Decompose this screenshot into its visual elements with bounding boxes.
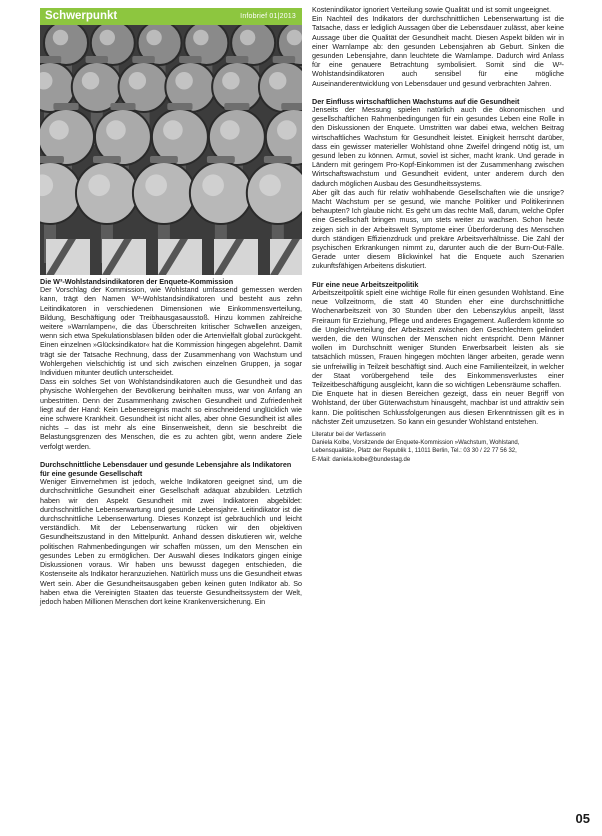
lamp-cap xyxy=(53,103,78,110)
warning-lamp-icon xyxy=(76,162,138,224)
warning-lamps-photo xyxy=(40,25,302,275)
reference-line: E-Mail: daniela.kolbe@bundestag.de xyxy=(312,456,411,463)
lamp-reflection xyxy=(287,30,302,45)
lamp-cap xyxy=(40,156,64,163)
heading-w3-indicators: Die W³-Wohlstandsindikatoren der Enquete-Kommission xyxy=(40,277,234,286)
lamp-reflection xyxy=(53,30,68,45)
lamp-cap xyxy=(150,156,178,163)
page-number: 05 xyxy=(575,811,590,826)
paragraph: Kostenindikator ignoriert Verteilung sowie Qualität und ist somit ungeeignet. xyxy=(312,6,551,14)
lamp-reflection xyxy=(222,72,240,90)
author-references xyxy=(312,431,564,464)
lamp-cap xyxy=(207,156,235,163)
lamp-cap xyxy=(281,103,302,110)
paragraph: Der Vorschlag der Kommission, wie Wohlstand umfassend gemessen werden kann, trägt den Namen W³-Wohlstandsindikatoren und besteht aus zehn Leitindikatoren in verschiedenen Dimensionen wie Einkommensverteilung, Bildung, Beschäftigung oder Treibhausgasausstoß. Hinzu kommen zahlreiche weitere »Warnlampen«, die das Überschreiten kritischer Schwellen anzeigen, wenn sich etwa Spekulationsblasen bilden oder die Artenvielfalt global zurückgeht. Einen einzelnen »Glücksindikator« hat die Kommission hingegen abgelehnt. Damit trägt sie der Tatsache Rechnung, dass der Zusammenhang von Wachstum und Wohlergehen vielschichtig ist und sich zwischen einzelnen Gruppen, ja sogar Individuen mitunter deutlich unterscheidet. xyxy=(40,286,302,378)
reference-line: Lebensqualität«, Platz der Republik 1, 11011 Berlin, Tel.: 03 30 / 22 77 56 32, xyxy=(312,448,517,455)
left-column xyxy=(40,277,302,607)
lamp-cap xyxy=(179,56,202,63)
lamp-reflection xyxy=(145,174,167,196)
heading-life-expectancy: Durchschnittliche Lebensdauer und gesunde Lebensjahre als Indikatoren für eine gesunde Gesellschaft xyxy=(40,459,292,479)
lamp-reflection xyxy=(220,120,240,140)
lamp-cap xyxy=(264,156,292,163)
lamp-reflection xyxy=(82,72,100,90)
issue-label: Infobrief 01|2013 xyxy=(240,13,296,20)
lamp-reflection xyxy=(163,120,183,140)
reference-line: Daniela Kolbe, Vorsitzende der Enquete-Kommission »Wachstum, Wohlstand, xyxy=(312,440,520,447)
warning-lamps-image xyxy=(40,25,302,275)
heading-economic-growth: Der Einfluss wirtschaftlichen Wachstums auf die Gesundheit xyxy=(312,96,520,106)
section-banner xyxy=(40,8,302,25)
paragraph: Aber gilt das auch für relativ wohlhabende Gesellschaften wie die unsrige? Macht Wachstum per se gesund, wie manche Politiker und Politikerinnen behaupten? Ich glaube nicht. Es geht um das rechte Maß, darum, welche Opfer eine Gesellschaft bringen muss, um stets weiter zu wachsen. Schon heute zeigen sich in der Arbeitswelt Symptome einer Überforderung des Menschen durch ständigen Effizienzdruck und prekäre Arbeitsverhältnisse. Die Zahl der psychischen Erkrankungen nimmt zu, darunter auch die der Burn-Out-Fälle. Gerade unter diesem Blickwinkel hat die Enquete auch Szenarien zukunftsfähigen Arbeitens diskutiert. xyxy=(312,188,564,271)
paragraph: Weniger Einvernehmen ist jedoch, welche Indikatoren geeignet sind, um die durchschnittliche Gesundheit einer Gesellschaft adäquat abzubilden. Letztlich haben wir den Aspekt Gesundheit mit zwei Indikatoren abgebildet: durchschnittliche Lebenserwartung und gesunde Lebensjahre. Leitindikator ist die durchschnittliche Lebenserwartung. Dieses Konzept ist gebräuchlich und leicht verständlich. Mit der Lebenserwartung rücken wir den objektiven Gesundheitszustand in den Mittelpunkt. Anhand dessen diskutieren wir, welche politischen Rahmenbedingungen wir schaffen müssen, um den Menschen ein gesundes Leben zu ermöglichen. Der Auswahl dieses Indikators gingen einige Diskussionen voraus. Wir haben uns bewusst dagegen entschieden, die Kostenseite als Indikator heranzuziehen. Natürlich muss uns die Gesundheit etwas Wert sein. Aber die Gesundheitsausgaben geben keinen guten Indikator ab. So haben etwa die Vereinigten Staaten das teuerste Gesundheitssystem der Welt, jedoch haben Millionen Menschen dort keine Krankenversicherung. Ein xyxy=(40,478,302,606)
right-column xyxy=(312,6,564,464)
warning-lamp-icon xyxy=(190,162,252,224)
lamp-cap xyxy=(226,56,249,63)
paragraph: Jenseits der Messung spielen natürlich auch die ökonomischen und gesellschaftlichen Rahmenbedingungen für ein gesundes Leben eine Rolle in den Diskussionen der Enquete. Umstritten war dabei etwa, welchen Beitrag wirtschaftliches Wachstum für Gesundheit leistet. Einigkeit herrscht darüber, dass ein gewisser materieller Wohlstand ohne Zweifel dringend nötig ist, um gesund leben zu können. Armut, soviel ist sicher, macht krank. Und gerade in Ländern mit geringem Pro-Kopf-Einkommen ist der Zusammenhang zwischen Wirtschaftswachstum und Gesundheit evident, unter anderem durch den dadurch möglichen Ausbau des Gesundheitssystems. xyxy=(312,106,564,188)
lamp-reflection xyxy=(269,72,287,90)
lamp-cap xyxy=(132,56,155,63)
section-title: Schwerpunkt xyxy=(45,10,118,22)
lamp-reflection xyxy=(277,120,297,140)
lamp-reflection xyxy=(88,174,110,196)
heading-working-time-policy: Für eine neue Arbeitszeitpolitik xyxy=(312,279,419,289)
lamp-reflection xyxy=(49,120,69,140)
lamp-reflection xyxy=(146,30,161,45)
lamp-reflection xyxy=(100,30,115,45)
lamp-cap xyxy=(86,56,109,63)
lamp-reflection xyxy=(129,72,147,90)
paragraph: Die Enquete hat in diesen Bereichen gezeigt, dass ein neuer Begriff von Wohlstand, der über Güterwachstum hinausgeht, machbar ist und attraktiv sein kann. Die politischen Schlussfolgerungen aus diesen Erkenntnissen gilt es in nächster Zeit umzusetzen. So kann ein gesunder Wohlstand entstehen. xyxy=(312,390,564,426)
lamp-cap xyxy=(93,156,121,163)
lamp-cap xyxy=(167,103,192,110)
paragraph: Dass ein solches Set von Wohlstandsindikatoren auch die Gesundheit und das physische Wohlergehen der Bevölkerung beinhalten muss, war von Anfang an unbestritten. Denn der Zusammenhang zwischen Gesundheit und Zufriedenheit liegt auf der Hand: Kein Lebensereignis macht so einschneidend unglücklich wie eine schwere Krankheit. Gesundheit ist nicht alles, aber ohne Gesundheit ist alles nichts – das ist mehr als eine Binsenweisheit, denn sie beschreibt die Belastungsgrenzen des Menschen, die es zu achten gibt, wenn andere Ziele verfolgt werden. xyxy=(40,378,302,451)
paragraph: Ein Nachteil des Indikators der durchschnittlichen Lebenserwartung ist die Tatsache, dass er lediglich Aussagen über die Lebensdauer zulässt, aber keine Aussage über die Qualität der Gesundheit macht. Diesen Aspekt bilden wir in einer Warnlampe ab: den gesunden Lebensjahren ab Geburt. Sinken die gesunden Lebensjahre, dann leuchtete die Warnlampe. Dadurch wird Anlass für eine genauere Betrachtung symbolisiert. Somit sind die W³-Wohlstandsindikatoren auch sensibel für eine mögliche Auseinanderentwicklung von Lebensdauer und gesund verbrachten Jahren. xyxy=(312,15,564,88)
lamp-reflection xyxy=(259,174,281,196)
lamp-reflection xyxy=(193,30,208,45)
lamp-reflection xyxy=(202,174,224,196)
lamp-cap xyxy=(224,103,249,110)
lamp-cap xyxy=(110,103,135,110)
reference-line: Literatur bei der Verfasserin xyxy=(312,431,386,438)
lamp-reflection xyxy=(106,120,126,140)
warning-lamp-icon xyxy=(133,162,195,224)
lamp-cap xyxy=(273,56,296,63)
lamp-cap xyxy=(40,56,61,63)
lamp-reflection xyxy=(240,30,255,45)
paragraph: Arbeitszeitpolitik spielt eine wichtige Rolle für einen gesunden Wohlstand. Eine neue Vollzeitnorm, die statt 40 Stunden eher eine durchschnittliche Wochenarbeitszeit von 30 Stunden über den Lebenszyklus anpeilt, lässt Freiraum für Erziehung, Pflege und anderes Engagement. Außerdem könnte so die Ungleichverteilung der Arbeitszeit zwischen den Geschlechtern gelindert werden, die den Wünschen der Menschen nicht entspricht. Denn Männer wollen im Durchschnitt weniger Stunden Erwerbsarbeit leisten als sie tatsächlich müssen, Frauen hingegen möchten länger arbeiten, gerade wenn sie unfreiwillig in Teilzeit beschäftigt sind. Auch eine Familienteilzeit, in welcher der Staat vorübergehend teile des Einkommensverlustes einer Teilzeitbeschäftigung ausgleicht, kann die so wichtigen Lebensräume schaffen. xyxy=(312,288,564,389)
lamp-reflection xyxy=(175,72,193,90)
